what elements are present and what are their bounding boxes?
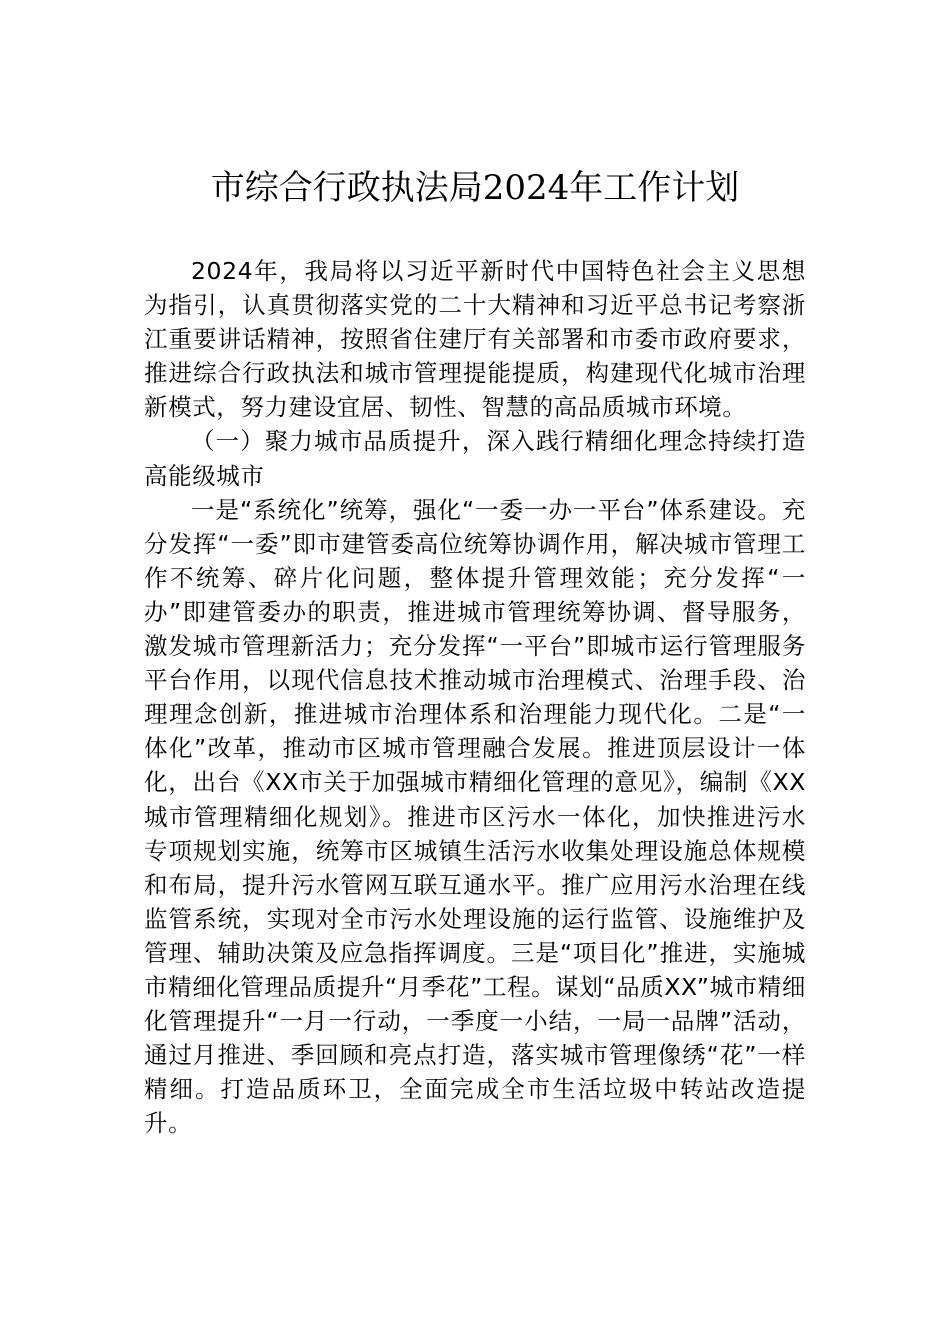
document-title: 市综合行政执法局2024年工作计划 [210,168,740,208]
document-body [144,254,806,1140]
intro-paragraph: 2024年，我局将以习近平新时代中国特色社会主义思想为指引，认真贯彻落实党的二十大精神和习近平总书记考察浙江重要讲话精神，按照省住建厅有关部署和市委市政府要求，推进综合行政执法和城市管理提能提质，构建现代化城市治理新模式，努力建设宜居、韧性、智慧的高品质城市环境。 [144,257,806,422]
body-paragraph: 一是“系统化”统筹，强化“一委一办一平台”体系建设。充分发挥“一委”即市建管委高位统筹协调作用，解决城市管理工作不统筹、碎片化问题，整体提升管理效能；充分发挥“一办”即建管委办的职责，推进城市管理统筹协调、督导服务，激发城市管理新活力；充分发挥“一平台”即城市运行管理服务平台作用，以现代信息技术推动城市治理模式、治理手段、治理理念创新，推进城市治理体系和治理能力现代化。二是“一体化”改革，推动市区城市管理融合发展。推进顶层设计一体化，出台《XX市关于加强城市精细化管理的意见》，编制《XX城市管理精细化规划》。推进市区污水一体化，加快推进污水专项规划实施，统筹市区城镇生活污水收集处理设施总体规模和布局，提升污水管网互联互通水平。推广应用污水治理在线监管系统，实现对全市污水处理设施的运行监管、设施维护及管理、辅助决策及应急指挥调度。三是“项目化”推进，实施城市精细化管理品质提升“月季花”工程。谋划“品质XX”城市精细化管理提升“一月一行动，一季度一小结，一局一品牌”活动，通过月推进、季回顾和亮点打造，落实城市管理像绣“花”一样精细。打造品质环卫，全面完成全市生活垃圾中转站改造提升。 [144,495,806,1138]
section-heading: （一）聚力城市品质提升，深入践行精细化理念持续打造高能级城市 [144,427,806,490]
